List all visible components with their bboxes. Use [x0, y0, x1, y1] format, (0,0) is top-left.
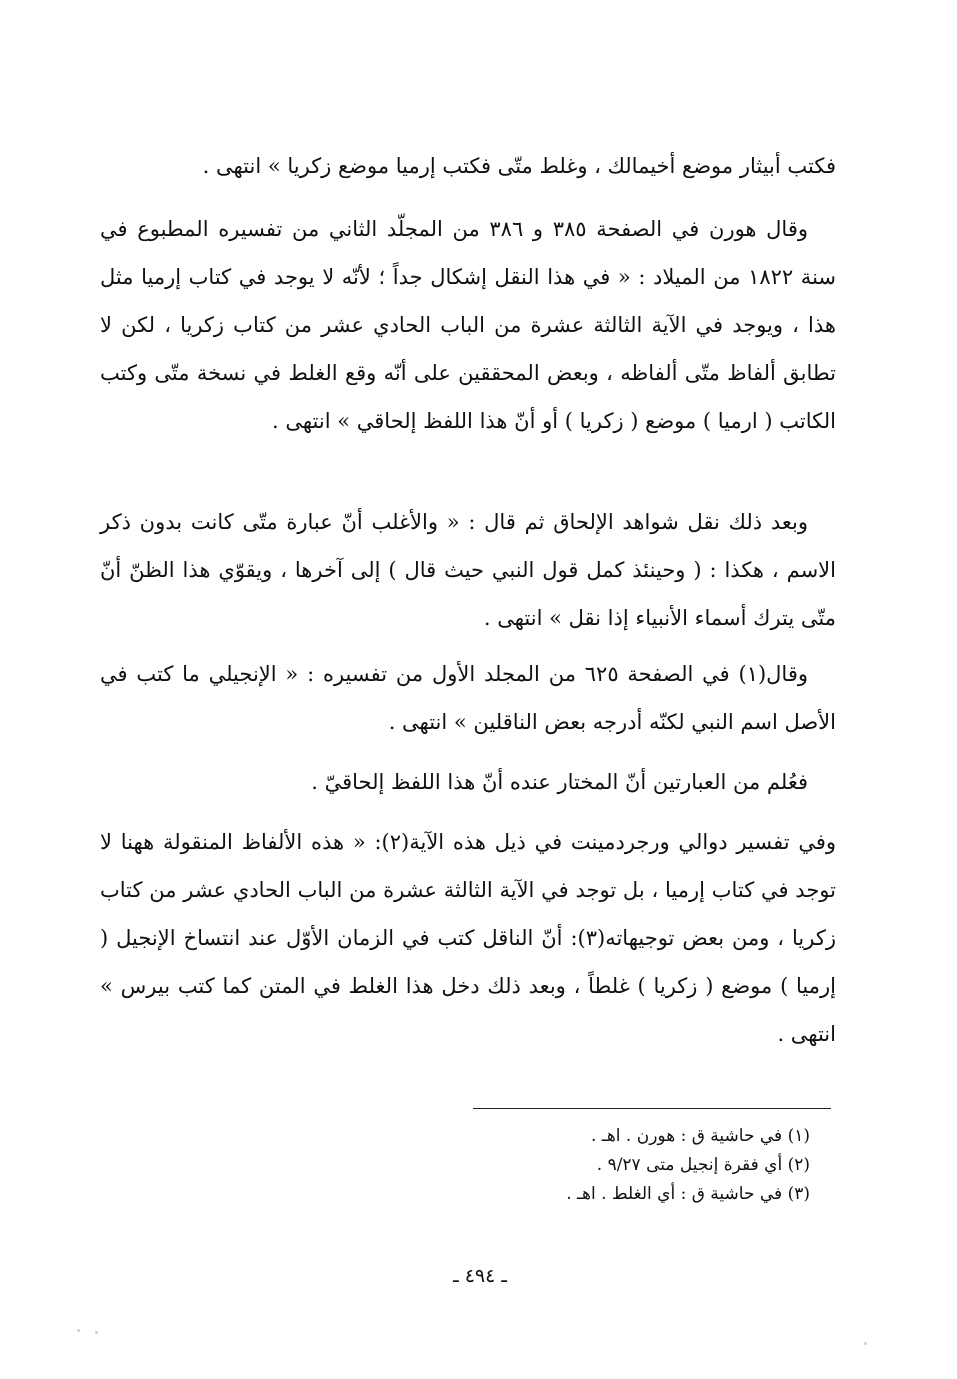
footnote-separator — [473, 1108, 831, 1109]
footnote-3: (٣) في حاشية ق : أي الغلط . اهـ . — [566, 1184, 810, 1204]
scan-speck — [77, 1329, 80, 1332]
scan-speck — [95, 1331, 98, 1334]
footnotes-list — [380, 1122, 810, 1209]
main-text-paragraph-5 — [100, 758, 836, 806]
paragraph-text: وفي تفسير دوالي ورجردمينت في ذيل هذه الآية(٢): « هذه الألفاظ المنقولة ههنا لا توجد في كتاب إرميا ، بل توجد في الآية الثالثة عشرة من الباب الحادي عشر من كتاب زكريا ، ومن بعض توجيهاته(٣): أنّ الناقل كتب في الزمان الأوّل عند انتساخ الإنجيل ( إرميا ) موضع ( زكريا ) غلطاً ، وبعد ذلك دخل هذا الغلط في المتن كما كتب بيرس » انتهى . — [100, 830, 836, 1046]
footnote-2: (٢) أي فقرة إنجيل متى ٩/٢٧ . — [596, 1155, 810, 1175]
main-text-paragraph-3 — [100, 498, 836, 642]
footnote-1: (١) في حاشية ق : هورن . اهـ . — [591, 1126, 810, 1146]
main-text-paragraph-2 — [100, 205, 836, 445]
paragraph-text: وقال هورن في الصفحة ٣٨٥ و ٣٨٦ من المجلّد الثاني من تفسيره المطبوع في سنة ١٨٢٢ من الميلاد : « في هذا النقل إشكال جداً ؛ لأنّه لا يوجد في كتاب إرميا مثل هذا ، ويوجد في الآية الثالثة عشرة من الباب الحادي عشر من كتاب زكريا ، لكن لا تطابق ألفاظ متّى ألفاظه ، وبعض المحققين على أنّه وقع الغلط في نسخة متّى وكتب الكاتب ( ارميا ) موضع ( زكريا ) أو أنّ هذا اللفظ إلحاقي » انتهى . — [100, 217, 837, 433]
paragraph-text: وقال(١) في الصفحة ٦٢٥ من المجلد الأول من تفسيره : « الإنجيلي ما كتب في الأصل اسم النبي لكنّه أدرجه بعض الناقلين » انتهى . — [100, 662, 836, 734]
page-number: ـ ٤٩٤ ـ — [453, 1265, 507, 1287]
paragraph-text: وبعد ذلك نقل شواهد الإلحاق ثم قال : « والأغلب أنّ عبارة متّى كانت بدون ذكر الاسم ، هكذا : ( وحينئذ كمل قول النبي حيث قال ) إلى آخرها ، ويقوّي هذا الظنّ أنّ متّى يترك أسماء الأنبياء إذا نقل » انتهى . — [100, 510, 836, 630]
main-text-paragraph-4 — [100, 650, 836, 746]
paragraph-text: فكتب أبيثار موضع أخيمالك ، وغلط متّى فكتب إرميا موضع زكريا » انتهى . — [202, 154, 836, 178]
main-text-paragraph-1 — [100, 142, 836, 190]
main-text-paragraph-6 — [100, 818, 836, 1058]
paragraph-text: فعُلم من العبارتين أنّ المختار عنده أنّ هذا اللفظ إلحاقيّ . — [311, 770, 808, 794]
scan-speck — [864, 1342, 867, 1345]
